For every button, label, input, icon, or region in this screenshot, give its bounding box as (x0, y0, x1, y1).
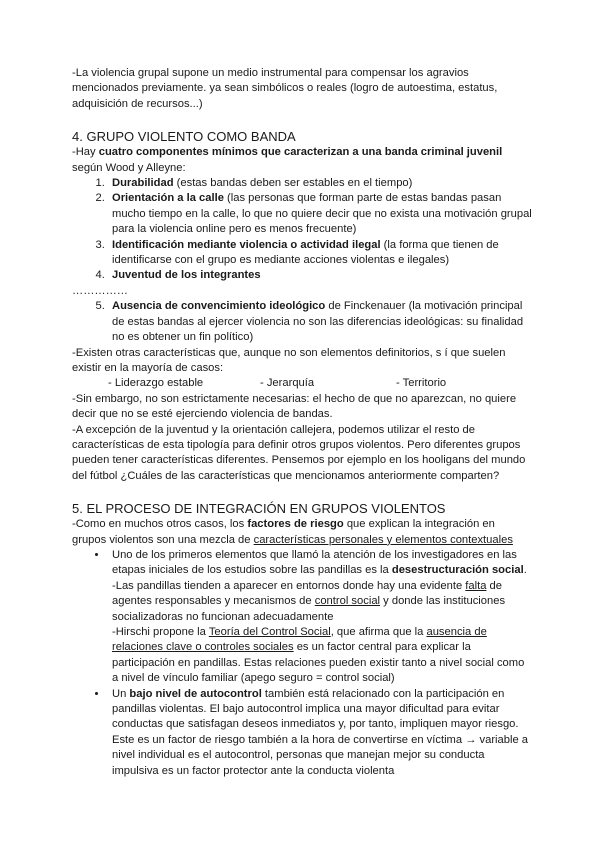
other-characteristics-paragraph: -Existen otras características que, aunque no son elementos definitorios, s í que suelen existir en la mayoría de casos: (72, 346, 506, 374)
list-item: • Un bajo nivel de autocontrol también está relacionado con la participación en pandillas violentas. El bajo autocontrol implica una mayor dificultad para evitar conductas que satisfagan deseos inmediatos y, por tanto, impliquen mayor riesgo. Este es un factor de riesgo también a la hora de convertirse en víctima → variable a nivel individual es el autocontrol, personas que manejan mejor su conducta impulsiva es un factor protector ante la conducta violenta (108, 687, 532, 779)
ellipsis-line: …………… (72, 284, 128, 297)
exception-paragraph: -A excepción de la juventud y la orientación callejera, podemos utilizar el resto de características de esta tipología para definir otros grupos violentos. Pero diferentes grupos pueden tener características diferentes. Pensemos por ejemplo en los hooligans del mundo del fútbol ¿Cuáles de las características que mencionamos anteriormente comparten? (72, 423, 526, 482)
section-4-heading: 4. GRUPO VIOLENTO COMO BANDA (72, 129, 296, 145)
list-item: 3. Identificación mediante violencia o actividad ilegal (la forma que tienen de identificarse con el grupo es mediante acciones violentas e ilegales) (108, 238, 532, 269)
characteristic-leadership: - Liderazgo estable (108, 377, 204, 390)
components-list-continued (72, 299, 532, 345)
list-item: 5. Ausencia de convencimiento ideológico de Finckenauer (la motivación principal de estas bandas al ejercer violencia no son las diferencias ideológicas: su finalidad no es obtener un fin político) (108, 299, 532, 345)
section-5-heading: 5. EL PROCESO DE INTEGRACIÓN EN GRUPOS VIOLENTOS (72, 501, 446, 517)
intro-paragraph: -La violencia grupal supone un medio instrumental para compensar los agravios mencionados previamente. ya sean simbólicos o reales (logro de autoestima, estatus, adquisición de recursos...) (72, 67, 498, 110)
section-5-intro: -Como en muchos otros casos, los factores de riesgo que explican la integración en grupos violentos son una mezcla de características personales y elementos contextuales (72, 518, 513, 546)
list-item: • Uno de los primeros elementos que llamó la atención de los investigadores en las etapas iniciales de los estudios sobre las pandillas es la desestructuración social. -Las pandillas tienden a aparecer en entornos donde hay una evidente falta de agentes responsables y mecanismos de control social y donde las instituciones socializadoras no funcionan adecuadamente -Hirschi propone la Teoría del Control Social, que afirma que la ausencia de relaciones clave o controles sociales es un factor central para explicar la participación en pandillas. Estas relaciones pueden existir tanto a nivel social como a nivel de vínculo familiar (apego seguro = control social) (108, 548, 532, 687)
characteristic-hierarchy: - Jerarquía (260, 377, 315, 390)
components-list (72, 176, 532, 284)
list-item: 2. Orientación a la calle (las personas que forman parte de estas bandas pasan mucho tiempo en la calle, lo que no quiere decir que no exista una motivación grupal para la violencia online pero es menos frecuente) (108, 191, 532, 237)
list-item: 1. Durabilidad (estas bandas deben ser estables en el tiempo) (108, 176, 532, 191)
section-4-intro: -Hay cuatro componentes mínimos que caracterizan a una banda criminal juvenil según Wood y Alleyne: (72, 146, 503, 174)
document-content (72, 66, 532, 779)
not-necessary-paragraph: -Sin embargo, no son estrictamente necesarias: el hecho de que no aparezcan, no quiere decir que no se esté ejerciendo violencia de bandas. (72, 392, 517, 421)
list-item: 4. Juventud de los integrantes (108, 268, 532, 283)
factors-list (72, 548, 532, 779)
characteristics-row (72, 376, 532, 391)
characteristic-territory: - Territorio (396, 377, 447, 390)
